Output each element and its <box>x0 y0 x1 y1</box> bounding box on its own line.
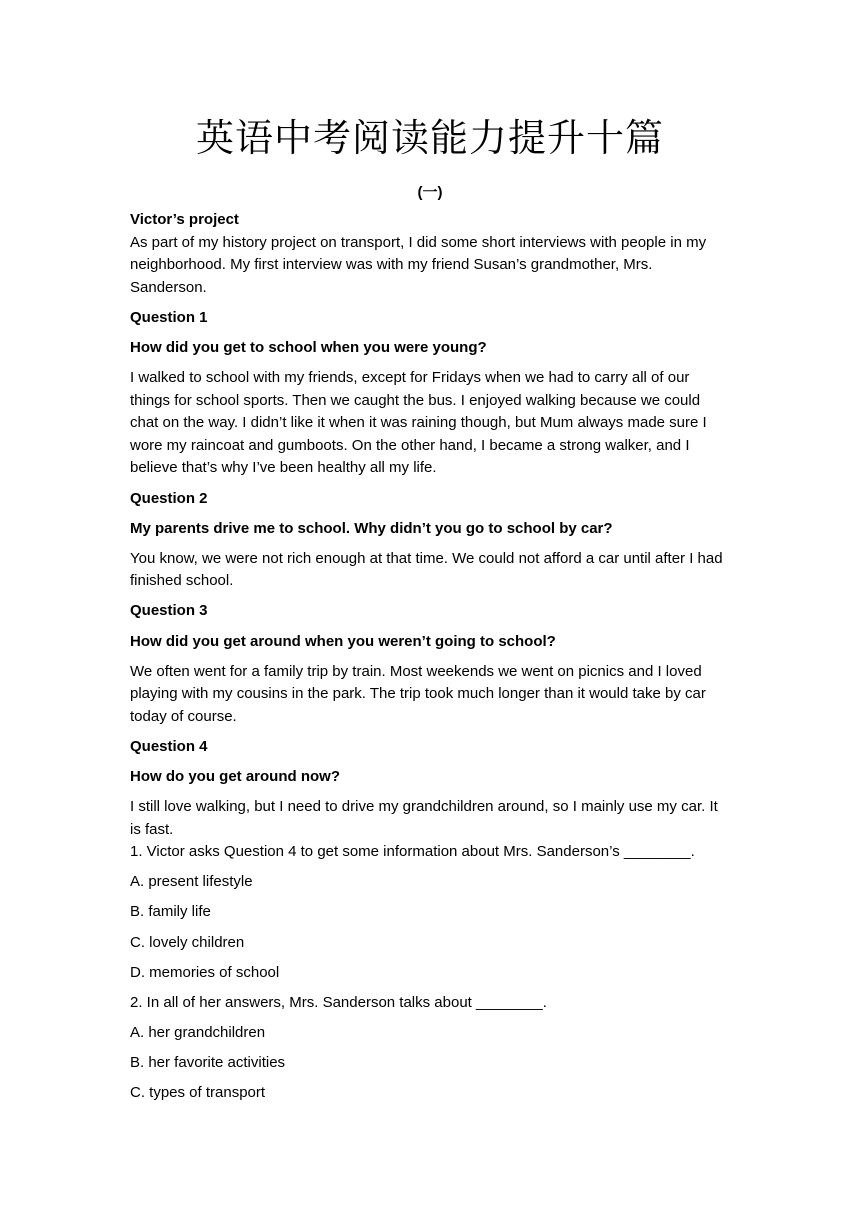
question-text: How did you get to school when you were young? <box>130 338 487 356</box>
exercise-option: C. lovely children <box>130 933 245 951</box>
document-title: 英语中考阅读能力提升十篇 <box>195 116 664 160</box>
passage <box>130 209 730 1105</box>
exercise-option: B. her favorite activities <box>130 1053 286 1071</box>
passage-intro: As part of my history project on transport, I did some short interviews with people in my neighborhood. My first interview was with my friend Susan’s grandmother, Mrs. Sanderson. <box>130 233 707 296</box>
question-label: Question 2 <box>130 489 208 507</box>
question-text: How did you get around when you weren’t going to school? <box>130 632 556 650</box>
question-text: My parents drive me to school. Why didn’t you go to school by car? <box>130 519 613 537</box>
exercise-option: A. her grandchildren <box>130 1023 266 1041</box>
question-label: Question 1 <box>130 308 208 326</box>
question-label: Question 4 <box>130 737 208 755</box>
exercise-stem: 2. In all of her answers, Mrs. Sanderson talks about ________. <box>130 993 547 1011</box>
passage-title: Victor’s project <box>130 211 239 228</box>
question-label: Question 3 <box>130 602 208 620</box>
exercise-stem: 1. Victor asks Question 4 to get some information about Mrs. Sanderson’s ________. <box>130 843 695 861</box>
answer-text: I walked to school with my friends, except for Fridays when we had to carry all of our things for school sports. Then we caught the bus. I enjoyed walking because we could chat on the way. I didn’t like it when it was raining though, but Mum always made sure I wore my raincoat and gumboots. On the other hand, I became a strong walker, and I believe that’s why I’ve been healthy all my life. <box>130 369 707 477</box>
exercise-option: C. types of transport <box>130 1084 266 1101</box>
exercise-option: D. memories of school <box>130 963 280 981</box>
exercise-option: B. family life <box>130 903 211 921</box>
question-text: How do you get around now? <box>130 767 340 785</box>
answer-text: You know, we were not rich enough at that time. We could not afford a car until after I had finished school. <box>130 549 723 590</box>
answer-text: I still love walking, but I need to drive my grandchildren around, so I mainly use my car. It is fast. <box>130 798 718 838</box>
exercise-option: A. present lifestyle <box>130 873 253 891</box>
answer-text: We often went for a family trip by train. Most weekends we went on picnics and I loved playing with my cousins in the park. The trip took much longer than it would take by car today of course. <box>130 662 706 725</box>
section-number: (一) <box>417 184 443 201</box>
